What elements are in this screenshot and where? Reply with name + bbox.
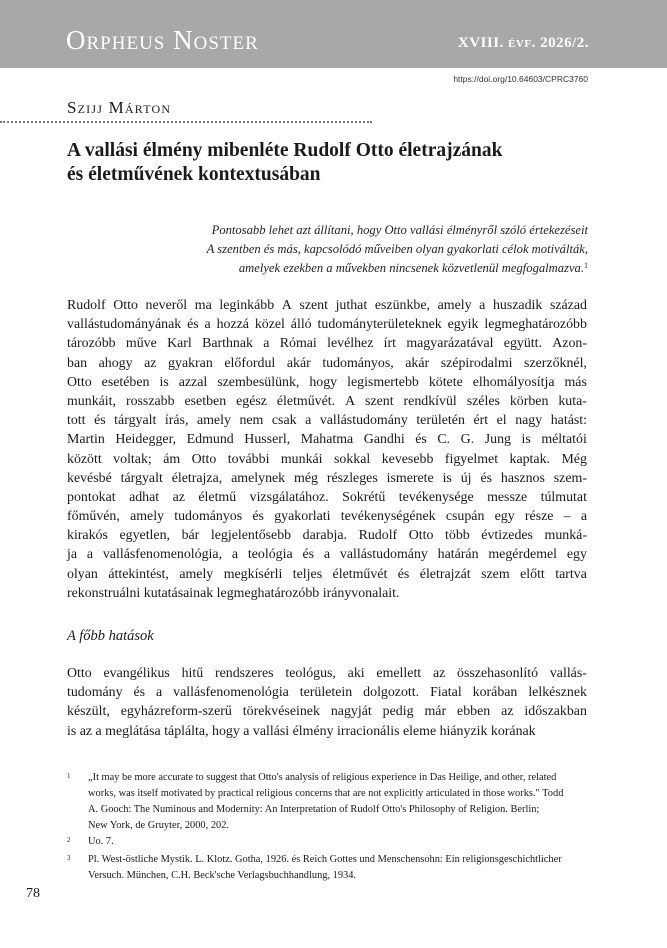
footnote-number: 3 <box>67 854 71 862</box>
text-line: olyan áttekintést, amely megkísérli teljes életművét és életrajzát szem előtt tartva <box>67 566 587 582</box>
text-line: Rudolf Otto neveről ma leginkább A szent juthat eszünkbe, amely a huszadik század <box>67 298 587 313</box>
footnote-line: New York, de Gruyter, 2000, 202. <box>88 820 229 831</box>
footnote-line: Pl. West-östliche Mystik. L. Klotz. Gotha, 1926. és Reich Gottes und Menschensohn: Ein religionsgeschichtlicher <box>88 854 562 865</box>
footnote-ref[interactable]: 1 <box>584 261 588 270</box>
footnote-number: 2 <box>67 836 71 844</box>
footnote-line: Uo. 7. <box>88 836 114 847</box>
footnote-line: A. Gooch: The Numinous and Modernity: An Interpretation of Rudolf Otto's Philosophy of Religion. Berlin; <box>88 804 540 815</box>
text-line: tudomány és a vallásfenomenológia területein dolgozott. Fiatal korában lelkésznek <box>67 685 587 701</box>
footnote-line: „It may be more accurate to suggest that Otto's analysis of religious experience in Das Heilige, and other, related <box>88 772 557 783</box>
text-line: között voltak; ám Otto további munkái sokkal kevesebb figyelmet kaptak. Még <box>67 451 587 467</box>
article-title-line: és életművének kontextusában <box>67 164 321 185</box>
author-name: Szijj Márton <box>67 98 172 117</box>
text-line: kirakós egyetlen, bár legjelentősebb darabja. Rudolf Otto több évtizedes munká- <box>67 528 587 544</box>
epigraph-line: amelyek ezekben a művekben nincsenek közvetlenül megfogalmazva.$^1$ <box>238 261 588 275</box>
epigraph-line: A szentben és más, kapcsolódó műveiben olyan gyakorlati célok motiválták, <box>206 242 588 256</box>
text-line: Otto evangélikus hitű rendszeres teológus, aki emellett az összehasonlító vallás- <box>67 666 587 681</box>
journal-title: Orpheus Noster <box>66 25 259 55</box>
footnote-3 <box>67 852 587 884</box>
paragraph-intro <box>67 296 587 603</box>
article-title <box>67 139 587 187</box>
text-line: ban ahogy az gyakran előfordul akár tudományos, akár szépirodalmi szerzőknél, <box>67 355 587 371</box>
text-line: pontokat adhat az életmű vizsgálatához. Sokrétű tevékenysége messze túlmutat <box>67 489 587 505</box>
article-title-line: A vallási élmény mibenléte Rudolf Otto életrajzának <box>67 140 503 161</box>
doi-link[interactable]: https://doi.org/10.64603/CPRC3760 <box>453 74 588 84</box>
epigraph-line: Pontosabb lehet azt állítani, hogy Otto vallási élményről szóló értekezéseit <box>211 223 588 237</box>
page-number: 78 <box>26 886 40 901</box>
footnote-line: Versuch. München, C.H. Beck'sche Verlagsbuchhandlung, 1934. <box>88 870 357 881</box>
issue-label: XVIII. évf. 2026/2. <box>457 35 589 51</box>
text-line: vallástudományának és a hozzá közel álló tudományterületeknek egyik legmeghatározóbb <box>67 317 587 333</box>
footnote-2 <box>67 834 587 852</box>
footnotes <box>67 770 587 884</box>
paragraph-influences <box>67 664 587 741</box>
text-line: Otto esetében is azzal szembesülünk, hogy legismertebb kötete elhomályosítja más <box>67 374 587 390</box>
text-line: rekonstruálni kutatásainak legmeghatározóbb irányvonalait. <box>67 585 400 601</box>
footnote-line: works, was itself motivated by practical religious concerns that are not explicitly articulated in those works." Todd <box>88 788 564 799</box>
text-line: ja a vallásfenomenológia, a teológia és a vallástudomány határán megérdemel egy <box>67 547 587 563</box>
footnote-1 <box>67 770 587 834</box>
text-line: is az a meglátása táplálta, hogy a vallási élmény irracionális eleme hiányzik korának <box>67 723 536 739</box>
text-line: kevésbé tárgyalt életrajza, amelynek még részleges ismerete is új és hasznos szem- <box>67 470 587 486</box>
text-line: Martin Heidegger, Edmund Husserl, Mahatma Gandhi és C. G. Jung is méltatói <box>67 432 587 448</box>
epigraph <box>128 221 588 278</box>
text-line: tott és tárgyalt írás, amely nem csak a vallástudomány területén ért el nagy hatást: <box>67 413 587 429</box>
text-line: munkáit, rosszabb esetben egész életművét. A szent rendkívül széles körben kuta- <box>67 393 587 409</box>
text-line: tározóbb műve Karl Barthnak a Római levélhez írt magyarázatával együtt. Azon- <box>67 336 587 352</box>
author-divider <box>0 121 372 123</box>
section-heading: A főbb hatások <box>67 628 154 644</box>
text-line: készült, egyházreform-szerű törekvéseinek nagyját pedig már ebben az időszakban <box>67 704 587 720</box>
text-line: főművén, amely tudományos és gyakorlati tevékenységének csupán egy része – a <box>67 509 587 525</box>
footnote-number: 1 <box>67 772 71 780</box>
